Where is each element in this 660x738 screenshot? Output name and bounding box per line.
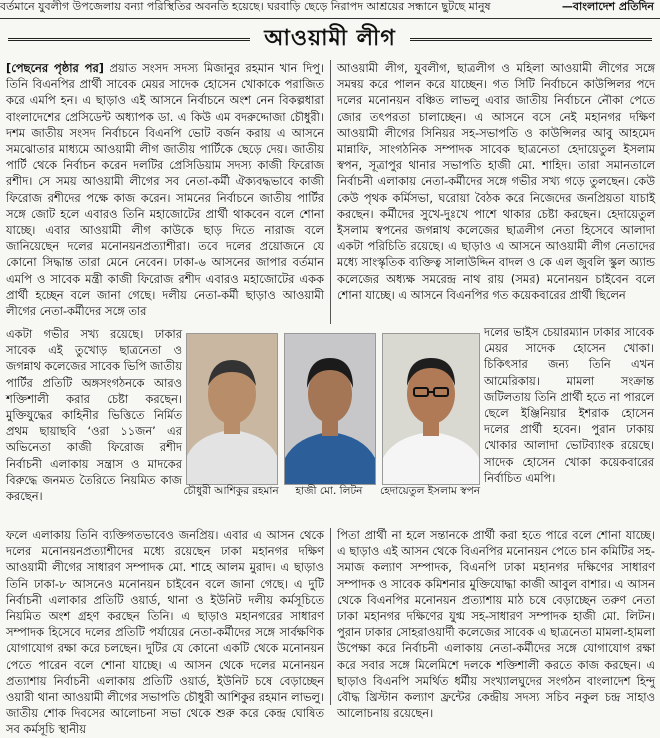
top-strip	[0, 0, 660, 19]
column-wrap-right-text: দলের ভাইস চেয়ারম্যান ঢাকার সাবেক মেয়র সাদেক হোসেন খোকা। চিকিৎসার জন্য তিনি এখন আমেরিকায়। মামলা সংক্রান্ত জটিলতায় তিনি প্রার্থী হতে না পারলে ছেলে ইঞ্জিনিয়ার ইশরাক হোসেন দলের প্রার্থী হবেন। পুরান ঢাকায় খোকার আলাদা ভোটব্যাংক রয়েছে। সাদেক হোসেন খোকা কয়েকবারের নির্বাচিত এমপি।	[484, 325, 654, 485]
headline-rule-right	[410, 38, 652, 41]
column-wrap-left	[6, 326, 182, 526]
article-headline: আওয়ামী লীগ	[264, 25, 396, 51]
photo-hedayetul-swapan	[382, 333, 480, 485]
column-wrap-right	[484, 324, 654, 524]
portrait-2	[285, 334, 375, 484]
photo-caption-1: চৌধুরী আশিকুর রহমান	[183, 485, 279, 497]
portrait-3	[383, 334, 479, 484]
photo-haji-liton	[284, 333, 376, 485]
column-bottom-left-text: ফলে এলাকায় তিনি ব্যক্তিগতভাবেও জনপ্রিয়। এবার এ আসন থেকে দলের মনোনয়নপ্রত্যাশীদের মধ্যে রয়েছেন ঢাকা মহানগর দক্ষিণ আওয়ামী লীগের সাধারণ সম্পাদক মো. শাহে আলম মুরাদ। এ ছাড়াও তিনি ঢাকা-৮ আসনেও মনোনয়ন চাইবেন বলে জানা গেছে। এ দুটি নির্বাচনী এলাকার প্রতিটি ওয়ার্ড, থানা ও ইউনিট দলীয় কর্মসূচিতে নিয়মিত অংশ গ্রহণ করছেন তিনি। এ ছাড়াও মহানগরের সাধারণ সম্পাদক হিসেবে দলের প্রতিটি পর্যায়ের নেতা-কর্মীদের সঙ্গে সার্বক্ষণিক যোগাযোগ রক্ষা করে চলছেন। দুটির যে কোনো একটি থেকে মনোনয়ন পেতে পারেন বলে শোনা যাচ্ছে। এ আসন থেকে দলের মনোনয়ন প্রত্যাশায় নির্বাচনী এলাকায় প্রতিটি ওয়ার্ড, ইউনিট চষে বেড়াচ্ছেন ওয়ারী থানা আওয়ামী লীগের সভাপতি চৌধুরী আশিকুর রহমান লাভলু। জাতীয় শোক দিবসের আলোচনা সভা থেকে শুরু করে কেন্দ্র ঘোষিত সব কর্মসূচি স্থানীয়	[6, 528, 324, 737]
top-strip-text: বর্তমানে যুবলীগ উপজেলায় বন্যা পরিস্থিতির অবনতি হয়েছে। ঘরবাড়ি ছেড়ে নিরাপদ আশ্রয়ের সন্ধানে ছুটছে মানুষ	[0, 0, 491, 13]
column-bottom-right	[337, 527, 655, 721]
column-right-top	[337, 60, 655, 323]
column-left-top-text: প্রয়াত সংসদ সদস্য মিজানুর রহমান খান দিপু। তিনি বিএনপির প্রার্থী সাবেক মেয়র সাদেক হোসেন খোকাকে পরাজিত করে এমপি হন। এ ছাড়াও এই আসনে নির্বাচনে অংশ নেন বিকল্পধারা বাংলাদেশের প্রেসিডেন্ট অধ্যাপক ডা. এ কিউ এম বদরুদ্দোজা চৌধুরী। দশম জাতীয় সংসদ নির্বাচনে বিএনপি ভোট বর্জন করায় এ আসনে সমঝোতার মাধ্যমে আওয়ামী লীগ জাতীয় পার্টিকে ছেড়ে দেয়। জাতীয় পার্টি থেকে নির্বাচন করেন দলটির প্রেসিডিয়াম সদস্য কাজী ফিরোজ রশীদ। সে সময় আওয়ামী লীগের সব নেতা-কর্মী ঐক্যবদ্ধভাবে কাজী ফিরোজ রশীদের পক্ষে কাজ করেন। সামনের নির্বাচনে জাতীয় পার্টির সঙ্গে জোট হলে এবারও তিনি মহাজোটের প্রার্থী থাকবেন বলে শোনা যাচ্ছে। এবার আওয়ামী লীগ কাউকে ছাড় দিতে নারাজ বলে জানিয়েছেন দলের মনোনয়নপ্রত্যাশীরা। তবে দলের প্রয়োজনে যে কোনো সিদ্ধান্ত তারা মেনে নেবেন। ঢাকা-৬ আসনের জাপার বর্তমান এমপি ও সাবেক মন্ত্রী কাজী ফিরোজ রশীদ এবারও মহাজোটের একক প্রার্থী হচ্ছেন বলে জানা গেছে। দলীয় নেতা-কর্মী ছাড়াও আওয়ামী লীগের নেতা-কর্মীদের সঙ্গে তার	[6, 61, 324, 319]
photo-caption-2: হাজী মো. লিটন	[295, 485, 363, 497]
photo-caption-3: হেদায়েতুল ইসলাম স্বপন	[380, 485, 481, 497]
portrait-1	[187, 334, 277, 484]
headline-rule-left	[8, 38, 250, 41]
column-divider	[330, 60, 331, 324]
column-right-top-text: আওয়ামী লীগ, যুবলীগ, ছাত্রলীগ ও মহিলা আওয়ামী লীগের সঙ্গে সমন্বয় করে পালন করে যাচ্ছেন। গত সিটি নির্বাচনে কাউন্সিলর পদে দলের মনোনয়ন বঞ্চিত লাভলু এবার জাতীয় নির্বাচনে নৌকা পেতে জোর তৎপরতা চালাচ্ছেন। এ আসনে বসে নেই মহানগর দক্ষিণ আওয়ামী লীগের সিনিয়র সহ-সভাপতি ও কাউন্সিলর আবু আহমেদ মান্নাফি, সাংগঠনিক সম্পাদক সাবেক ছাত্রনেতা হেদায়েতুল ইসলাম স্বপন, সূত্রাপুর থানার সভাপতি হাজী মো. শাহিদ। তারা সমানতালে নির্বাচনী এলাকায় নেতা-কর্মীদের সঙ্গে গভীর সখ্য গড়ে তুলছেন। কেউ কেউ পৃথক কর্মিসভা, ঘরোয়া বৈঠক করে নিজেদের জনপ্রিয়তা যাচাই করছেন। কর্মীদের সুখে-দুঃখে পাশে থাকার চেষ্টা করছেন। হেদায়েতুল ইসলাম স্বপনের জগন্নাথ কলেজের ছাত্রলীগ নেতা হিসেবে আলাদা একটা পরিচিতি রয়েছে। এ ছাড়াও এ আসনে আওয়ামী লীগ নেতাদের মধ্যে সাংস্কৃতিক ব্যক্তিত্ব সালাউদ্দিন বাদল ও কে এল জুবলি স্কুল অ্যান্ড কলেজের অধ্যক্ষ সমরেন্দ্র নাথ রায় (সমর) মনোনয়ন চাইবেন বলে শোনা যাচ্ছে। এ আসনে বিএনপির গত কয়েকবারের প্রার্থী ছিলেন	[337, 61, 655, 302]
column-divider-bottom	[330, 528, 331, 705]
top-strip-source: —বাংলাদেশ প্রতিদিন	[561, 0, 654, 13]
article-headline-bar	[0, 22, 660, 56]
column-bottom-left	[6, 527, 324, 737]
column-wrap-left-text: একটা গভীর সখ্য রয়েছে। ঢাকার সাবেক এই তুখোড় ছাত্রনেতা ও জগন্নাথ কলেজের সাবেক ভিপি জাতীয় পার্টির প্রতিটি অঙ্গসংগঠনকে আরও শক্তিশালী করার চেষ্টা করছেন। মুক্তিযুদ্ধের কাহিনীর ভিত্তিতে নির্মিত প্রথম ছায়াছবি ‘ওরা ১১জন’ এর অভিনেতা কাজী ফিরোজ রশীদ নির্বাচনী এলাকায় সন্ত্রাস ও মাদকের বিরুদ্ধে জনমত তৈরিতে নিয়মিত কাজ করছেন।	[6, 327, 182, 504]
column-left-top	[6, 60, 324, 327]
photo-ashikur-rahman	[186, 333, 278, 485]
continuation-label: [পেছনের পৃষ্ঠার পর]	[6, 61, 104, 75]
column-bottom-right-text: পিতা প্রার্থী না হলে সন্তানকে প্রার্থী করা হতে পারে বলে শোনা যাচ্ছে। এ ছাড়াও এই আসন থেকে বিএনপির মনোনয়ন পেতে চান কমিটির সহ-সমাজ কল্যাণ সম্পাদক, বিএনপি ঢাকা মহানগর দক্ষিণের সাধারণ সম্পাদক ও সাবেক কমিশনার মুক্তিযোদ্ধা কাজী আবুল বাশার। এ আসন থেকে বিএনপির মনোনয়ন প্রত্যাশায় মাঠ চষে বেড়াচ্ছেন তরুণ নেতা ঢাকা মহানগর দক্ষিণের যুগ্ম সহ-সাধারণ সম্পাদক হাজী মো. লিটন। পুরান ঢাকার সোহরাওয়ার্দী কলেজের সাবেক এ ছাত্রনেতা মামলা-হামলা উপেক্ষা করে নির্বাচনী এলাকায় নেতা-কর্মীদের সঙ্গে যোগাযোগ রক্ষা করে সবার সঙ্গে মিলেমিশে দলকে শক্তিশালী করতে কাজ করছেন। এ ছাড়াও বিএনপি সমর্থিত ধর্মীয় সংখ্যালঘুদের সংগঠন বাংলাদেশ হিন্দু বৌদ্ধ খ্রিস্টান কল্যাণ ফ্রন্টের কেন্দ্রীয় সদস্য সচিব নকুল চন্দ্র সাহাও আলোচনায় রয়েছেন।	[337, 528, 655, 721]
